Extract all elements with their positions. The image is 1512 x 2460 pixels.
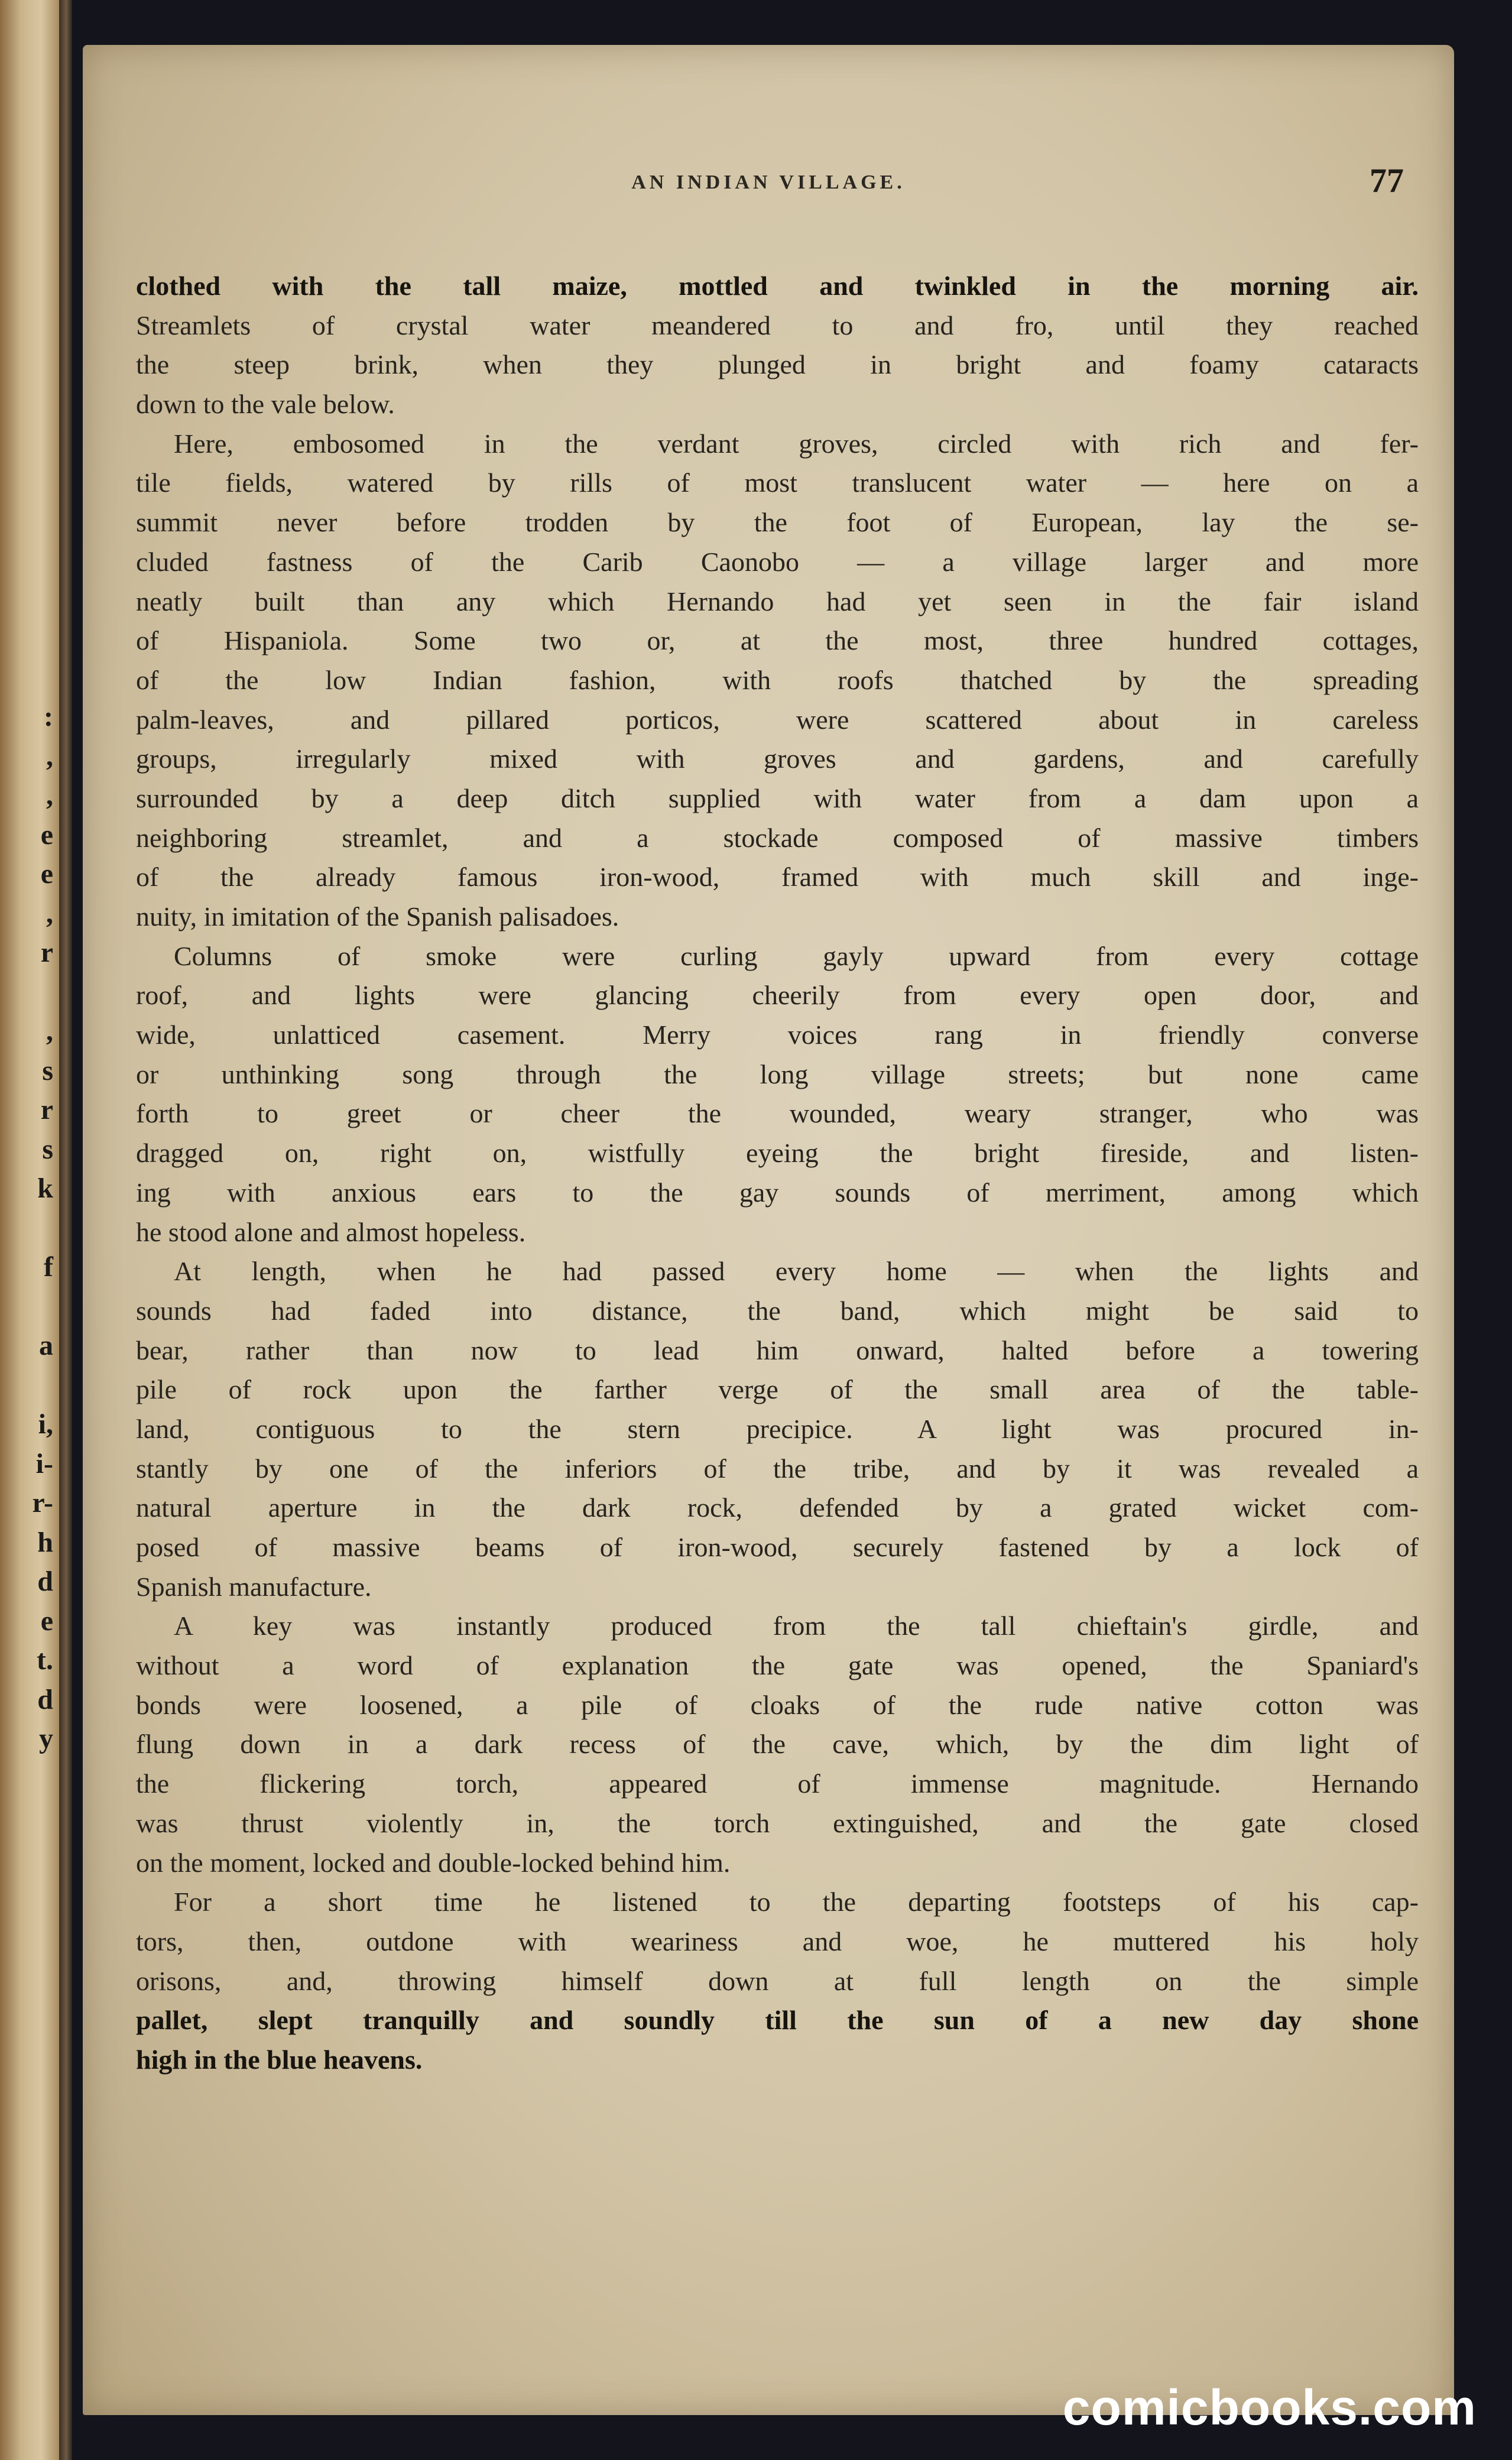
text-line: high in the blue heavens.	[136, 2044, 423, 2075]
text-line: pile of rock upon the farther verge of the small area of the table-	[136, 1374, 1419, 1405]
text-line: Spanish manufacture.	[136, 1571, 372, 1602]
text-line: At length, when he had passed every home — when the lights and	[174, 1256, 1419, 1287]
text-line: stantly by one of the inferiors of the tribe, and by it was revealed a	[136, 1453, 1419, 1484]
facing-page-fragment: y	[39, 1723, 53, 1754]
facing-page-fragment: d	[37, 1683, 53, 1715]
facing-page-fragment: r	[40, 1094, 53, 1125]
facing-page-fragment: ,	[46, 897, 53, 929]
text-line: neighboring streamlet, and a stockade composed of massive timbers	[136, 822, 1419, 853]
text-line: tile fields, watered by rills of most translucent water — here on a	[136, 468, 1419, 498]
paragraph	[136, 1883, 1419, 2079]
text-line: palm-leaves, and pillared porticos, were scattered about in careless	[136, 704, 1419, 735]
paragraph	[136, 267, 1419, 424]
text-line: bear, rather than now to lead him onward, halted before a towering	[136, 1335, 1419, 1365]
facing-page-fragment: e	[40, 819, 53, 851]
text-line: forth to greet or cheer the wounded, weary stranger, who was	[136, 1098, 1419, 1129]
facing-page-fragment: s	[42, 1054, 53, 1086]
text-line: For a short time he listened to the departing footsteps of his cap-	[174, 1887, 1419, 1917]
text-line: of the low Indian fashion, with roofs thatched by the spreading	[136, 664, 1419, 695]
facing-page-fragment: e	[40, 1605, 53, 1637]
text-line: of Hispaniola. Some two or, at the most, three hundred cottages,	[136, 625, 1419, 656]
facing-page-fragment: r	[40, 937, 53, 968]
facing-page-fragment: ,	[46, 780, 53, 811]
facing-page-fragment: i-	[35, 1448, 53, 1479]
text-line: without a word of explanation the gate was opened, the Spaniard's	[136, 1650, 1419, 1681]
facing-page-fragment: a	[39, 1330, 53, 1361]
text-line: roof, and lights were glancing cheerily from every open door, and	[136, 980, 1419, 1011]
text-line: dragged on, right on, wistfully eyeing the bright fireside, and listen-	[136, 1138, 1419, 1169]
text-line: flung down in a dark recess of the cave, which, by the dim light of	[136, 1729, 1419, 1760]
text-line: pallet, slept tranquilly and soundly till the sun of a new day shone	[136, 2005, 1419, 2036]
facing-page-fragment: d	[37, 1566, 53, 1597]
page-number: 77	[1370, 161, 1404, 200]
text-line: land, contiguous to the stern precipice. A light was procured in-	[136, 1413, 1419, 1444]
facing-page-fragment	[4, 1209, 53, 1248]
text-line: sounds had faded into distance, the band, which might be said to	[136, 1295, 1419, 1326]
text-line: tors, then, outdone with weariness and woe, he muttered his holy	[136, 1926, 1419, 1956]
facing-page-fragment: s	[42, 1133, 53, 1165]
facing-page-fragment: k	[37, 1173, 53, 1204]
text-line: wide, unlatticed casement. Merry voices rang in friendly converse	[136, 1020, 1419, 1050]
paragraph	[136, 1252, 1419, 1607]
facing-page-fragment	[4, 1287, 53, 1327]
paragraph	[136, 1607, 1419, 1883]
text-line: of the already famous iron-wood, framed with much skill and inge-	[136, 862, 1419, 893]
text-line: A key was instantly produced from the tall chieftain's girdle, and	[174, 1611, 1419, 1641]
facing-page-edge	[0, 0, 59, 2460]
facing-page-fragment: f	[44, 1251, 53, 1283]
text-line: groups, irregularly mixed with groves and gardens, and carefully	[136, 744, 1419, 774]
text-line: cluded fastness of the Carib Caonobo — a village larger and more	[136, 546, 1419, 577]
facing-page-fragment: r-	[32, 1487, 53, 1518]
facing-page-fragment: ,	[46, 740, 53, 772]
text-line: bonds were loosened, a pile of cloaks of the rude native cotton was	[136, 1689, 1419, 1720]
text-line: or unthinking song through the long village streets; but none came	[136, 1059, 1419, 1089]
text-line: down to the vale below.	[136, 389, 395, 420]
text-line: on the moment, locked and double-locked behind him.	[136, 1847, 731, 1878]
paragraph	[136, 424, 1419, 937]
text-line: Streamlets of crystal water meandered to and fro, until they reached	[136, 310, 1419, 340]
text-line: Here, embosomed in the verdant groves, circled with rich and fer-	[174, 428, 1419, 459]
body-text	[136, 267, 1419, 2080]
paragraph	[136, 937, 1419, 1252]
facing-page-fragment: ,	[46, 1015, 53, 1047]
text-line: the flickering torch, appeared of immense magnitude. Hernando	[136, 1768, 1419, 1799]
facing-page-fragment: :	[44, 701, 53, 732]
text-line: neatly built than any which Hernando had yet seen in the fair island	[136, 586, 1419, 616]
text-line: he stood alone and almost hopeless.	[136, 1216, 526, 1247]
text-line: the steep brink, when they plunged in bright and foamy cataracts	[136, 349, 1419, 380]
facing-page-fragment	[4, 973, 53, 1012]
facing-page-fragment: t.	[37, 1644, 53, 1676]
text-line: orisons, and, throwing himself down at full length on the simple	[136, 1965, 1419, 1996]
text-line: was thrust violently in, the torch extinguished, and the gate closed	[136, 1807, 1419, 1838]
text-line: ing with anxious ears to the gay sounds of merriment, among which	[136, 1177, 1419, 1208]
facing-page-fragments	[4, 697, 53, 1759]
text-line: posed of massive beams of iron-wood, securely fastened by a lock of	[136, 1532, 1419, 1562]
facing-page-fragment: i,	[38, 1409, 53, 1440]
watermark: comicbooks.com	[1062, 2380, 1477, 2435]
text-line: nuity, in imitation of the Spanish palisadoes.	[136, 901, 619, 932]
text-line: summit never before trodden by the foot of European, lay the se-	[136, 507, 1419, 538]
text-line: Columns of smoke were curling gayly upward from every cottage	[174, 940, 1419, 971]
book-gutter	[59, 0, 72, 2460]
facing-page-fragment: h	[37, 1526, 53, 1558]
facing-page-fragment: e	[40, 858, 53, 890]
book-page	[83, 45, 1454, 2415]
text-line: clothed with the tall maize, mottled and twinkled in the morning air.	[136, 271, 1419, 301]
running-head: AN INDIAN VILLAGE.	[631, 171, 906, 193]
text-line: surrounded by a deep ditch supplied with water from a dam upon a	[136, 783, 1419, 813]
text-line: natural aperture in the dark rock, defended by a grated wicket com-	[136, 1492, 1419, 1523]
facing-page-fragment	[4, 1366, 53, 1406]
